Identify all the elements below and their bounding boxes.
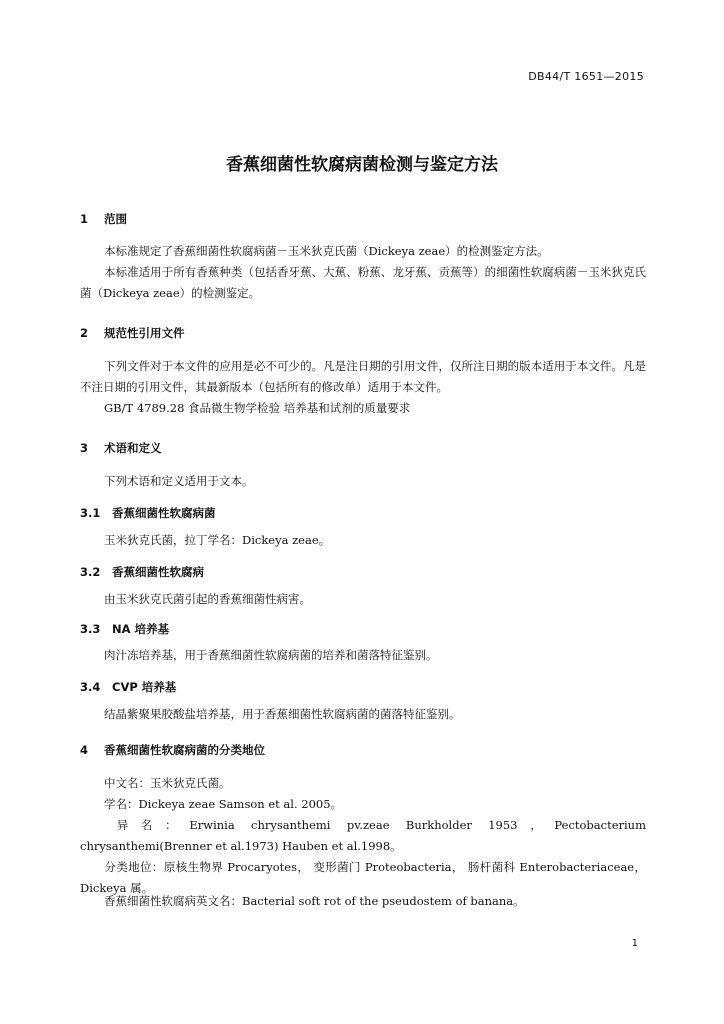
section-2-paragraph-1: 下列文件对于本文件的应用是必不可少的。凡是注日期的引用文件，仅所注日期的版本适用于本文件。凡是不注日期的引用文件，其最新版本（包括所有的修改单）适用于本文件。 bbox=[80, 359, 646, 394]
section-1-heading bbox=[80, 211, 127, 227]
section-3-heading bbox=[80, 440, 162, 456]
page-number: 1 bbox=[631, 938, 638, 949]
term-3-3-heading: 3.3 NA 培养基 bbox=[80, 622, 170, 636]
document-title: 香蕉细菌性软腐病菌检测与鉴定方法 bbox=[226, 155, 498, 175]
term-3-4-heading: 3.4 CVP 培养基 bbox=[80, 680, 177, 694]
section-title: 术语和定义 bbox=[104, 441, 162, 455]
section-1-paragraph-2: 本标准适用于所有香蕉种类（包括香牙蕉、大蕉、粉蕉、龙牙蕉、贡蕉等）的细菌性软腐病菌－玉米狄克氏菌（Dickeya zeae）的检测鉴定。 bbox=[80, 265, 646, 300]
section-4-synonyms: 异名：Erwinia chrysanthemi pv.zeae Burkholder 1953，Pectobacterium chrysanthemi(Brenner et al.1973) Hauben et al.1998。 bbox=[80, 818, 646, 853]
section-3-paragraph-1: 下列术语和定义适用于文本。 bbox=[104, 474, 254, 488]
section-4-scientific-name: 学名：Dickeya zeae Samson et al. 2005。 bbox=[104, 797, 343, 811]
section-number: 2 bbox=[80, 326, 89, 340]
section-4-taxonomy: 分类地位：原核生物界 Procaryotes， 变形菌门 Proteobacteria， 肠杆菌科 Enterobacteriaceae，Dickeya 属。 bbox=[80, 860, 646, 895]
section-2-heading bbox=[80, 325, 185, 341]
section-4-english-name: 香蕉细菌性软腐病英文名：Bacterial soft rot of the pseudostem of banana。 bbox=[104, 894, 525, 908]
section-1-paragraph-1: 本标准规定了香蕉细菌性软腐病菌－玉米狄克氏菌（Dickeya zeae）的检测鉴定方法。 bbox=[104, 244, 549, 258]
section-2-reference: GB/T 4789.28 食品微生物学检验 培养基和试剂的质量要求 bbox=[104, 401, 411, 415]
section-4-heading bbox=[80, 742, 265, 758]
section-4-chinese-name: 中文名：玉米狄克氏菌。 bbox=[104, 776, 231, 790]
section-title: 香蕉细菌性软腐病菌的分类地位 bbox=[104, 743, 266, 757]
term-3-1-heading: 3.1 香蕉细菌性软腐病菌 bbox=[80, 506, 216, 520]
section-title: 范围 bbox=[104, 212, 128, 226]
term-3-2-heading: 3.2 香蕉细菌性软腐病 bbox=[80, 565, 204, 579]
term-3-1-definition: 玉米狄克氏菌，拉丁学名：Dickeya zeae。 bbox=[104, 533, 331, 547]
section-number: 4 bbox=[80, 743, 89, 757]
term-3-4-definition: 结晶紫聚果胶酸盐培养基，用于香蕉细菌性软腐病菌的菌落特征鉴别。 bbox=[104, 707, 461, 721]
term-3-2-definition: 由玉米狄克氏菌引起的香蕉细菌性病害。 bbox=[104, 592, 311, 606]
section-number: 3 bbox=[80, 441, 89, 455]
document-code: DB44/T 1651—2015 bbox=[528, 70, 644, 83]
section-number: 1 bbox=[80, 212, 89, 226]
term-3-3-definition: 肉汁冻培养基，用于香蕉细菌性软腐病菌的培养和菌落特征鉴别。 bbox=[104, 648, 438, 662]
section-title: 规范性引用文件 bbox=[104, 326, 185, 340]
